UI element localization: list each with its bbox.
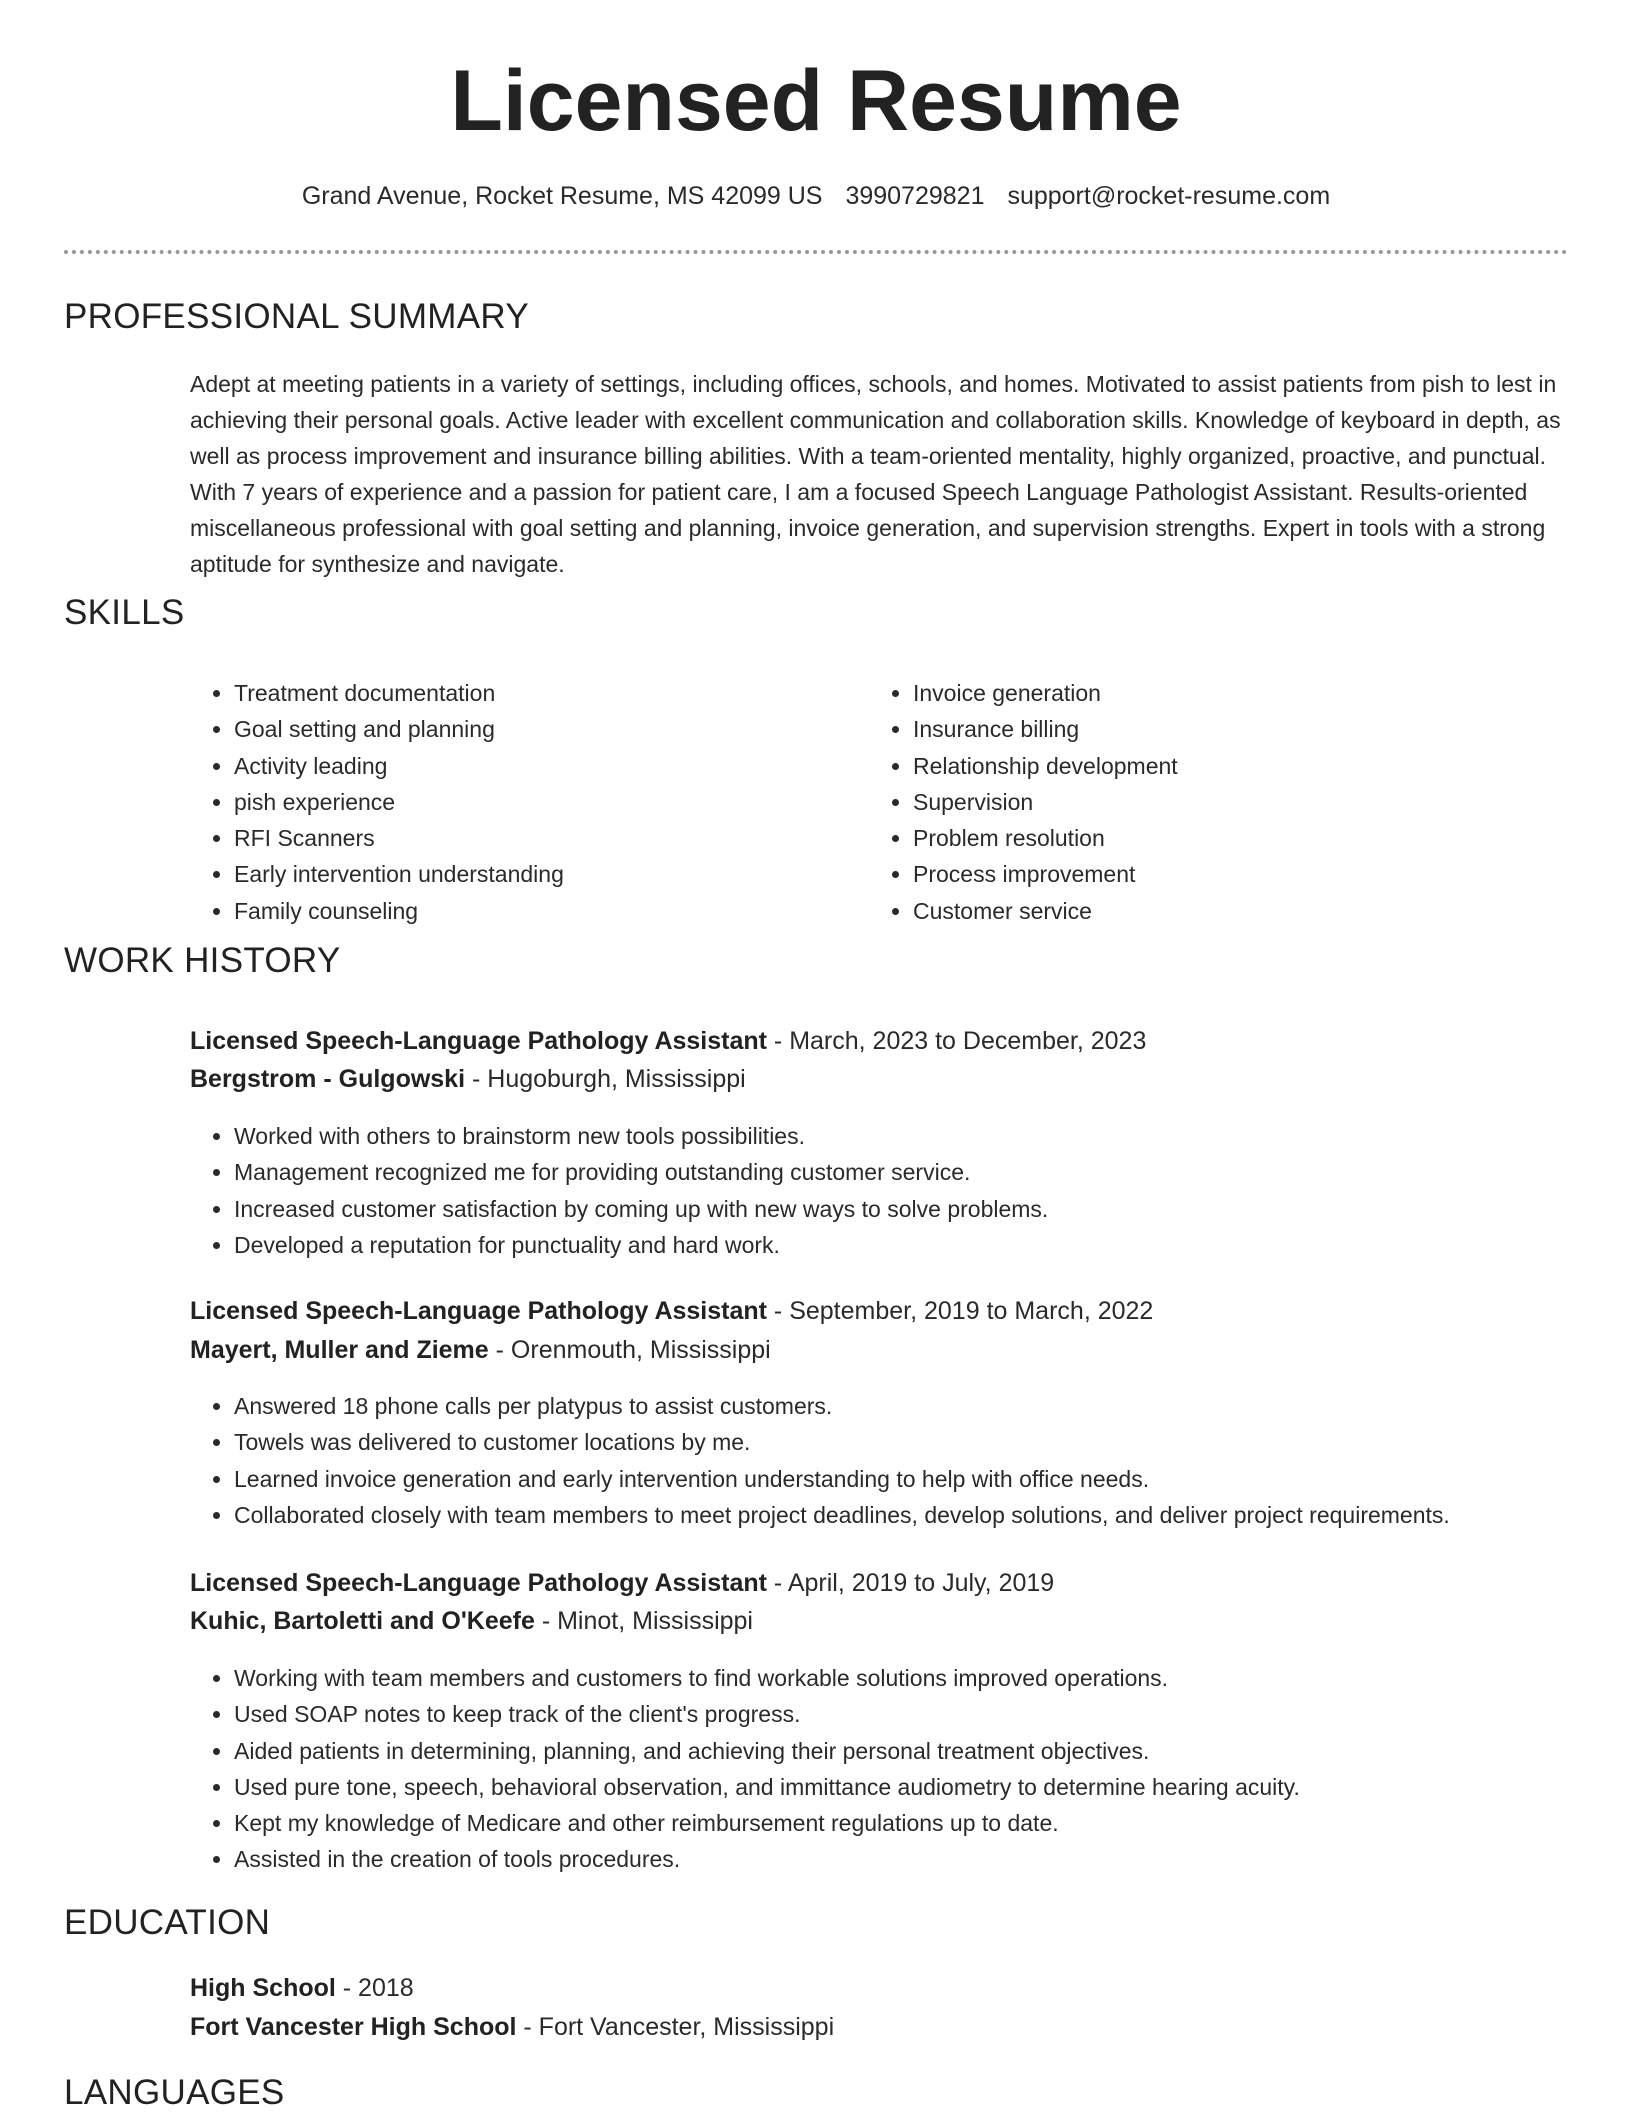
list-item: • Invoice generation [913, 675, 1533, 711]
skills-list-left [190, 675, 854, 929]
job-bullets [190, 1388, 1632, 1533]
education-degree-line [190, 1974, 414, 2003]
contact-address: Grand Avenue, Rocket Resume, MS 42099 US [301, 182, 823, 210]
skills-list-right [869, 675, 1533, 929]
job-company-line [190, 1336, 771, 1365]
list-item: • Kept my knowledge of Medicare and other reimbursement regulations up to date. [234, 1805, 1632, 1841]
section-title-work-history: WORK HISTORY [64, 941, 341, 980]
list-item: • Used SOAP notes to keep track of the client's progress. [234, 1696, 1632, 1732]
contact-email[interactable]: support@rocket-resume.com [1007, 182, 1331, 210]
list-item: • Used pure tone, speech, behavioral observation, and immittance audiometry to determine hearing acuity. [234, 1769, 1632, 1805]
education-school: Fort Vancester High School [190, 2013, 517, 2041]
resume-name: Licensed Resume [450, 53, 1182, 149]
job-location: - Minot, Mississippi [534, 1607, 753, 1635]
section-title-education: EDUCATION [64, 1903, 271, 1942]
job-company: Mayert, Muller and Zieme [190, 1336, 489, 1364]
education-year: - 2018 [335, 1974, 414, 2002]
list-item: • Supervision [913, 784, 1533, 820]
list-item: • Developed a reputation for punctuality and hard work. [234, 1227, 1632, 1263]
summary-text: Adept at meeting patients in a variety of settings, including offices, schools, and homes. Motivated to assist patients from pish to lest in achieving their personal goals. Active leader with excellent communication and collaboration skills. Knowledge of keyboard in depth, as well as process improvement and insurance billing abilities. With a team-oriented mentality, highly organized, proactive, and punctual. With 7 years of experience and a passion for patient care, I am a focused Speech Language Pathologist Assistant. Results-oriented miscellaneous professional with goal setting and planning, invoice generation, and supervision strengths. Expert in tools with a strong aptitude for synthesize and navigate. [190, 371, 1561, 577]
job-title-line [190, 1297, 1153, 1326]
list-item: • Activity leading [234, 748, 854, 784]
list-item: • Insurance billing [913, 711, 1533, 747]
job-dates: - September, 2019 to March, 2022 [766, 1297, 1154, 1325]
contact-phone: 3990729821 [845, 182, 985, 210]
job-title-line [190, 1027, 1146, 1056]
list-item: • Learned invoice generation and early intervention understanding to help with office needs. [234, 1461, 1632, 1497]
list-item: • Early intervention understanding [234, 856, 854, 892]
job-role: Licensed Speech-Language Pathology Assistant [190, 1297, 767, 1325]
job-company: Kuhic, Bartoletti and O'Keefe [190, 1607, 535, 1635]
job-role: Licensed Speech-Language Pathology Assistant [190, 1027, 767, 1055]
education-school-line [190, 2013, 834, 2042]
list-item: • Process improvement [913, 856, 1533, 892]
list-item: • RFI Scanners [234, 820, 854, 856]
job-bullets [190, 1118, 1632, 1263]
list-item: • Treatment documentation [234, 675, 854, 711]
list-item: • Increased customer satisfaction by coming up with new ways to solve problems. [234, 1191, 1632, 1227]
list-item: • Answered 18 phone calls per platypus to assist customers. [234, 1388, 1632, 1424]
education-location: - Fort Vancester, Mississippi [516, 2013, 835, 2041]
list-item: • Customer service [913, 893, 1533, 929]
list-item: • Relationship development [913, 748, 1533, 784]
job-role: Licensed Speech-Language Pathology Assistant [190, 1569, 767, 1597]
list-item: • Problem resolution [913, 820, 1533, 856]
list-item: • Collaborated closely with team members to meet project deadlines, develop solutions, and deliver project requirements. [234, 1497, 1632, 1533]
list-item: • Working with team members and customers to find workable solutions improved operations. [234, 1660, 1632, 1696]
job-dates: - April, 2019 to July, 2019 [766, 1569, 1055, 1597]
job-company-line [190, 1065, 746, 1094]
job-location: - Hugoburgh, Mississippi [465, 1065, 746, 1093]
section-title-summary: PROFESSIONAL SUMMARY [64, 297, 529, 336]
list-item: • Assisted in the creation of tools procedures. [234, 1841, 1632, 1877]
job-title-line [190, 1569, 1054, 1598]
list-item: • Goal setting and planning [234, 711, 854, 747]
header-divider [64, 250, 1568, 254]
job-location: - Orenmouth, Mississippi [488, 1336, 771, 1364]
job-company-line [190, 1607, 753, 1636]
list-item: • Towels was delivered to customer locations by me. [234, 1424, 1632, 1460]
job-dates: - March, 2023 to December, 2023 [766, 1027, 1147, 1055]
education-degree: High School [190, 1974, 336, 2002]
list-item: • Worked with others to brainstorm new tools possibilities. [234, 1118, 1632, 1154]
section-title-skills: SKILLS [64, 593, 185, 632]
list-item: • pish experience [234, 784, 854, 820]
section-title-languages: LANGUAGES [64, 2073, 285, 2112]
contact-line [0, 182, 1632, 211]
list-item: • Management recognized me for providing outstanding customer service. [234, 1154, 1632, 1190]
job-company: Bergstrom - Gulgowski [190, 1065, 466, 1093]
list-item: • Aided patients in determining, planning, and achieving their personal treatment objectives. [234, 1733, 1632, 1769]
list-item: • Family counseling [234, 893, 854, 929]
job-bullets [190, 1660, 1632, 1878]
